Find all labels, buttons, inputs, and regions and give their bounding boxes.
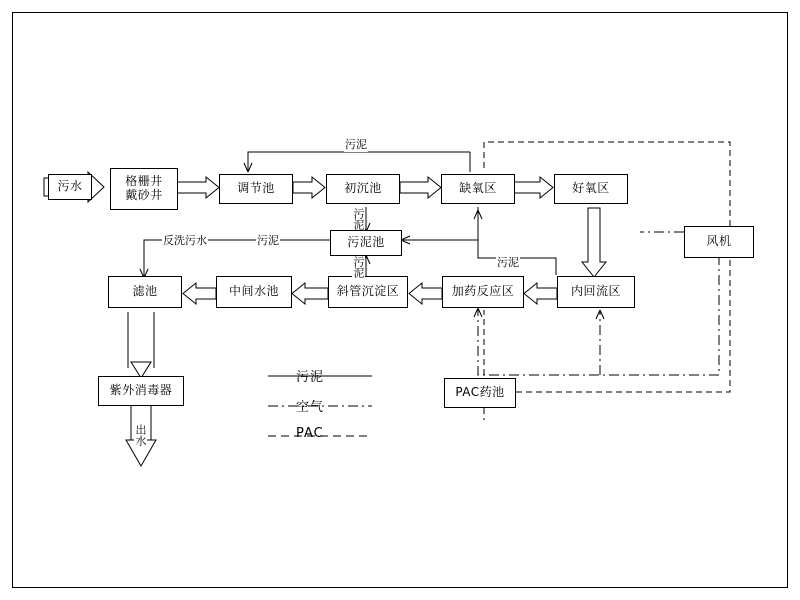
- node-grid-label-1: 格栅井: [125, 174, 163, 189]
- node-internal-label: 内回流区: [570, 284, 621, 299]
- edge-label-sludge-v1: 污泥: [352, 208, 365, 230]
- node-filter-label: 滤池: [132, 284, 158, 299]
- node-anoxic[interactable]: [441, 174, 515, 204]
- node-primary[interactable]: [326, 174, 400, 204]
- node-pac-label: PAC药池: [455, 385, 505, 400]
- legend-item-air: 空气: [296, 400, 325, 415]
- node-primary-label: 初沉池: [344, 181, 382, 196]
- edge-label-backwash: 反洗污水: [163, 234, 207, 247]
- node-grid-label-2: 戴砂井: [125, 188, 163, 202]
- node-uv[interactable]: [98, 376, 184, 406]
- node-regulate[interactable]: [219, 174, 293, 204]
- node-aerobic[interactable]: [554, 174, 628, 204]
- edge-label-outflow: 出水: [134, 424, 147, 446]
- legend-item-pac: PAC: [296, 426, 324, 441]
- edge-label-sludge-v2: 污泥: [352, 256, 365, 278]
- node-blower[interactable]: [684, 226, 754, 258]
- edge-label-sludge-top: 污泥: [345, 138, 367, 151]
- node-dosing[interactable]: [442, 276, 524, 308]
- node-aerobic-label: 好氧区: [572, 181, 610, 196]
- node-inflow[interactable]: [48, 174, 92, 200]
- node-middle[interactable]: [216, 276, 292, 308]
- node-internal[interactable]: [557, 276, 635, 308]
- node-regulate-label: 调节池: [237, 181, 275, 196]
- node-sludge-pool[interactable]: [330, 230, 402, 256]
- node-filter[interactable]: [108, 276, 182, 308]
- node-incline-label: 斜管沉淀区: [336, 284, 400, 299]
- node-sludge-pool-label: 污泥池: [347, 235, 385, 250]
- legend-item-sludge: 污泥: [296, 370, 325, 385]
- node-pac[interactable]: [444, 378, 516, 408]
- node-inflow-label: 污水: [57, 179, 83, 194]
- edge-label-sludge-right: 污泥: [497, 256, 519, 269]
- edge-label-sludge-left: 污泥: [257, 234, 279, 247]
- node-anoxic-label: 缺氧区: [459, 181, 497, 196]
- node-dosing-label: 加药反应区: [451, 284, 515, 299]
- node-middle-label: 中间水池: [228, 284, 279, 299]
- node-incline[interactable]: [328, 276, 408, 308]
- node-grid[interactable]: [110, 168, 178, 210]
- node-blower-label: 风机: [706, 234, 732, 249]
- node-uv-label: 紫外消毒器: [109, 383, 173, 398]
